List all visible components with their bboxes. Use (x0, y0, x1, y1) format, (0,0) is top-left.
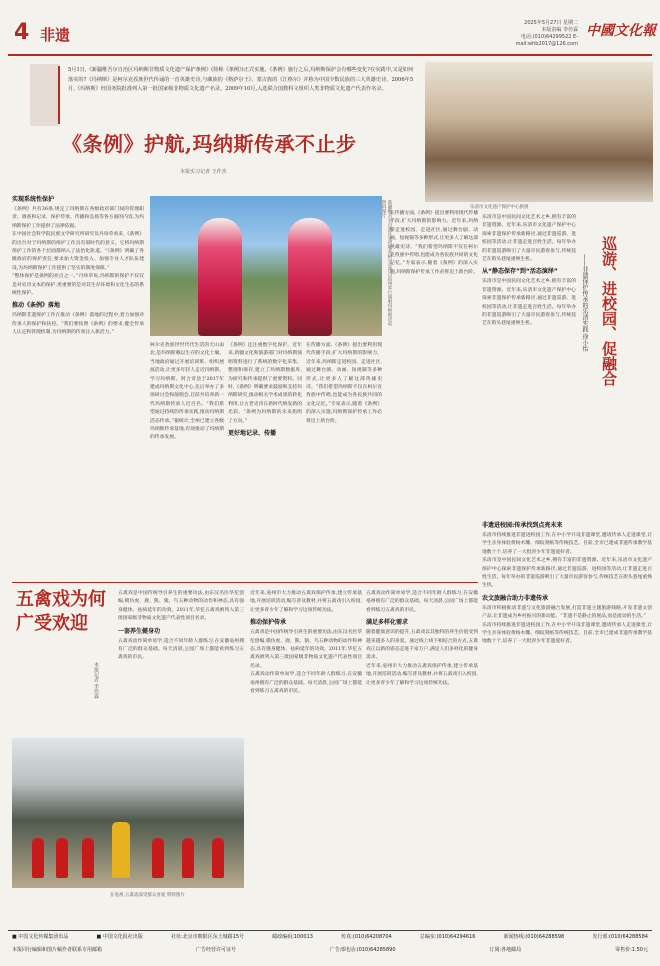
performer-figure (56, 838, 68, 878)
wuqinxi-photo-caption: 在亳州,五禽戏深受群众喜爱 资料图片 (110, 893, 185, 898)
crowd-photo (425, 62, 653, 202)
footer-item: ■ 中国文化报社出版 (96, 934, 143, 940)
footer-item: 发行部:(010)64288584 (592, 934, 648, 940)
performance-photo-caption: 新疆维吾尔自治区克孜勒苏柯尔克孜自治州举行演唱玛纳斯活动 资料图片 (381, 200, 392, 326)
footer-item: 本报同行编辑和图片稿作者联系专用邮箱 (12, 947, 103, 953)
wuqinxi-photo (12, 738, 244, 888)
side-article-body (482, 214, 576, 514)
singer-figure (288, 218, 332, 336)
subhead: 推动保护传承 (250, 619, 287, 627)
article2-column-1 (118, 590, 244, 732)
footer-row-1 (8, 931, 652, 944)
article-column-2: 柯尔克孜族世世代代生活的天山南北,是玛纳斯赖以生存的文化土壤。当地政府通过开展培训班、组织展演活动,让更多年轻人走近玛纳斯、学习玛纳斯。阿合奇县于2017年建成玛纳斯文化中心,先后举办了多场研讨会和演唱会,目前共培养新一代玛纳斯传承人近百名。“我们希望通过持续的传承实践,推动玛纳斯活态传承。”据统计,全州已建立各级玛纳斯传承基地,有效推动了玛纳斯的传承发展。 (150, 343, 224, 441)
performer-figure (152, 838, 164, 878)
paragraph: “整体保护是条例的亮点之一。”丹珍草说,玛纳斯的保护不仅仅是对史诗文本的保护,更重要的是对其生存环境和文化生态的系统性保护。 (12, 274, 144, 297)
footer-item: 邮政编码:100013 (272, 934, 313, 940)
paragraph: 在中国社会科学院民族文学研究所研究员丹珍草看来,《条例》的出台对于玛纳斯的保护工作具有划时代的意义。它将玛纳斯保护工作的各个层面都纳入了法治化轨道。“《条例》明确了各级政府的保护责任,要求加大资金投入、加强专业人才队伍建设,为玛纳斯保护工作提供了坚实的制度保障。” (12, 232, 144, 271)
footer-item: 传真:(010)64208704 (341, 934, 392, 940)
performer-figure (32, 838, 44, 878)
paragraph: 乐清市持续推进非遗进校园工作,在中小学开设非遗课堂,邀请传承人走进课堂,让学生亲身体验黄杨木雕、细纹刻纸等传统技艺。目前,全市已建成非遗传承教学基地数十个,培养了一大批青少年非遗爱好者。 (482, 533, 652, 555)
paragraph: 乐清市积极推动非遗与文化旅游融合发展,打造非遗主题旅游线路,开发非遗文创产品,让非遗成为乡村振兴的新动能。“非遗不是静止的展品,而是流动的生活。” (482, 605, 652, 620)
side-headline: 巡游、进校园、促融合 (600, 236, 618, 386)
header-editor: 本版责编 李佳霖 (541, 27, 578, 33)
performer-figure (112, 822, 130, 878)
paragraph: 近年来,亳州市大力推动五禽戏保护传承,建立传承基地,开展培训活动,编写普及教材,并将五禽戏引入校园,让更多青少年了解和学习这项传统功法。 (250, 591, 362, 613)
paragraph: 近年来,亳州市大力推动五禽戏保护传承,建立传承基地,开展培训活动,编写普及教材,并将五禽戏引入校园,让更多青少年了解和学习这项传统功法。 (366, 663, 478, 686)
paragraph: 五禽戏是中国传统导引养生的重要功法,由东汉名医华佗创编,模仿虎、鹿、熊、猿、鸟五种动物的动作和神态,具有强身健体、祛病延年的功效。2011年,华佗五禽戏被列入第三批国家级非物质文化遗产代表性项目名录。 (250, 630, 362, 669)
paragraph: 玛纳斯非遗保护工作在推动《条例》落地的过程中,着力加强对传承人的保护和扶持。“我们要按照《条例》的要求,健全传承人认定和管理机制,为玛纳斯的传承注入新活力。” (12, 313, 144, 336)
crowd-photo-caption: 乐清市文化遗产保护中心供图 (470, 205, 529, 210)
page-header (8, 18, 656, 56)
footer-item: 广告部电话:(010)64285890 (329, 947, 396, 953)
performance-photo (150, 196, 382, 336)
article-column-3 (228, 342, 302, 580)
paragraph: 乐清市是中国民间文化艺术之乡,拥有丰富的非遗资源。近年来,乐清市文化遗产保护中心探索非遗保护传承新路径,通过非遗巡游、进校园等活动,让非遗走进百姓生活。每年举办的非遗巡游吸引了大量市民游客参与,传统技艺在街头巷尾重焕生机。 (482, 279, 576, 327)
singer-figure (198, 218, 242, 336)
header-contact: 电话:(010)64299522 E-mail:whb2017@126.com (515, 34, 578, 47)
subhead: 一套养生健身功 (118, 627, 161, 635)
subhead: 非遗进校园:传承找到点亮未来 (482, 522, 563, 529)
footer-item: ■ 中国文化传媒集团出品 (12, 934, 69, 940)
header-info (478, 20, 578, 48)
header-date: 2025年5月27日 星期二 (524, 20, 578, 26)
footer-item: 零售价:1.50元 (615, 947, 648, 953)
subhead: 更好地记录、传播 (228, 430, 277, 438)
subhead: 满足多样化需求 (366, 619, 409, 627)
paragraph: 五禽戏动作简单易学,适合不同年龄人群练习,在安徽亳州拥有广泛的群众基础。每天清晨,公园广场上都能看到练习五禽戏的市民。 (118, 638, 244, 661)
subhead: 推动《条例》落地 (12, 302, 61, 310)
article-column-4: 在传播方面,《条例》提出要利用现代传播手段,扩大玛纳斯的影响力。近年来,玛纳斯走进校园、走进社区,通过舞台剧、动画、短视频等多种形式,让更多人了解这部英雄史诗。“我们希望玛纳斯不仅在柯尔克孜族中传唱,也能成为各民族共同的文化记忆。”专家表示,随着《条例》的深入实施,玛纳斯保护传承工作必将迈上新台阶。 (306, 343, 382, 424)
intro-bar (30, 64, 58, 126)
performer-figure (212, 838, 224, 878)
paragraph: 乐清市持续推进非遗进校园工作,在中小学开设非遗课堂,邀请传承人走进课堂,让学生亲身体验黄杨木雕、细纹刻纸等传统技艺。目前,全市已建成非遗传承教学基地数十个,培养了一大批青少年非遗爱好者。 (482, 622, 652, 645)
divider (12, 582, 478, 583)
paragraph: 五禽戏是中国传统导引养生的重要功法,由东汉名医华佗创编,模仿虎、鹿、熊、猿、鸟五种动物的动作和神态,具有强身健体、祛病延年的功效。2011年,华佗五禽戏被列入第三批国家级非物质文化遗产代表性项目名录。 (118, 591, 244, 622)
subhead: 农文旅融合助力非遗传承 (482, 594, 549, 602)
page-footer (8, 930, 652, 956)
paragraph: 五禽戏动作简单易学,适合不同年龄人群练习,在安徽亳州拥有广泛的群众基础。每天清晨,公园广场上都能看到练习五禽戏的市民。 (366, 591, 478, 613)
footer-item: 新闻热线:(010)64288598 (503, 934, 565, 940)
article2-column-2 (250, 590, 362, 928)
paragraph: 随着健康意识的提升,五禽戏以其独特的养生价值受到越来越多人的喜爱。通过线上线下相结合的方式,五禽戏正以新的姿态走进千家万户,满足人们多样化的健身需求。 (366, 630, 478, 661)
footer-item: 广告经营许可证号 (195, 947, 236, 953)
paragraph: 《条例》还注重数字化保护。近年来,新疆文化和旅游部门对玛纳斯演唱资料进行了系统的数字化采集、整理和保存,建立了玛纳斯数据库,为研究和传承提供了重要资料。同时,《条例》明确要求鼓励和支持玛纳斯研究,推动相关学术成果的转化利用,让古老史诗在新时代焕发新的光彩。“条例为玛纳斯的未来指明了方向。” (228, 343, 302, 424)
masthead-logo: 中國文化報 (586, 23, 656, 39)
article2-column-3 (366, 590, 478, 928)
main-headline: 《条例》护航,玛纳斯传承不止步 (62, 132, 357, 156)
side-subhead-text: ——非遗保护传承的乐清实践 (581, 254, 588, 332)
paragraph: 《条例》共有36条,规定了玛纳斯在各级政府部门间的管理职责、调查和记录、保护传承、传播和弘扬等各方面的内容,为玛纳斯保护工作提供了法律依据。 (12, 207, 144, 229)
performer-figure (182, 838, 194, 878)
footer-item: 总编室:(010)64294616 (419, 934, 476, 940)
paragraph: 乐清市是中国民间文化艺术之乡,拥有丰富的非遗资源。近年来,乐清市文化遗产保护中心探索非遗保护传承新路径,通过非遗巡游、进校园等活动,让非遗走进百姓生活。每年举办的非遗巡游吸引了大量市民游客参与,传统技艺在街头巷尾重焕生机。 (482, 558, 652, 589)
article2-headline: 五禽戏为何广受欢迎 (16, 589, 106, 634)
side-subheadline (580, 254, 589, 414)
article2-byline: 本报记者 李佳霖 (93, 662, 99, 699)
subhead: 实现系统性保护 (12, 196, 55, 203)
intro-text: 5月1日,《新疆维吾尔自治区玛纳斯非物质文化遗产保护条例》(简称《条例》)正式实施。《条例》施行之后,玛纳斯保护会有哪些变化?在实践中,又是如何落实的?《玛纳斯》是柯尔克孜族世代传诵的一首英雄史诗,与藏族的《格萨尔王》、蒙古族的《江格尔》并称为中国少数民族的三大英雄史诗。2006年5月,《玛纳斯》经国务院批准列入第一批国家级非物质文化遗产名录。2009年10月,入选联合国教科文组织人类非物质文化遗产代表作名录。 (58, 66, 418, 124)
page-number: 4 (14, 20, 30, 45)
side-article-lower (482, 518, 652, 928)
article-column-5: 在传播方面,《条例》提出要利用现代传播手段,扩大玛纳斯的影响力。近年来,玛纳斯走进校园、走进社区,通过舞台剧、动画、短视频等多种形式,让更多人了解这部英雄史诗。“我们希望玛纳斯不仅在柯尔克孜族中传唱,也能成为各民族共同的文化记忆。”专家表示,随着《条例》的深入实施,玛纳斯保护传承工作必将迈上新台阶。 (390, 211, 478, 275)
footer-item: 订阅:各地邮局 (489, 947, 522, 953)
subhead: 从“静态保存”到“活态演绎” (482, 268, 558, 276)
paragraph: 乐清市是中国民间文化艺术之乡,拥有丰富的非遗资源。近年来,乐清市文化遗产保护中心探索非遗保护传承新路径,通过非遗巡游、进校园等活动,让非遗走进百姓生活。每年举办的非遗巡游吸引了大量市民游客参与,传统技艺在街头巷尾重焕生机。 (482, 215, 576, 263)
article-column-1 (12, 192, 144, 580)
performer-figure (82, 838, 94, 878)
main-byline: 本报实习记者 王作杰 (180, 169, 227, 175)
footer-row-2 (8, 944, 652, 957)
footer-item: 社址:北京市朝阳区东土城路15号 (170, 934, 245, 940)
side-author: 徐小怡 (581, 333, 588, 352)
paragraph: 五禽戏动作简单易学,适合不同年龄人群练习,在安徽亳州拥有广泛的群众基础。每天清晨,公园广场上都能看到练习五禽戏的市民。 (250, 672, 362, 695)
section-title: 非遗 (40, 26, 71, 44)
